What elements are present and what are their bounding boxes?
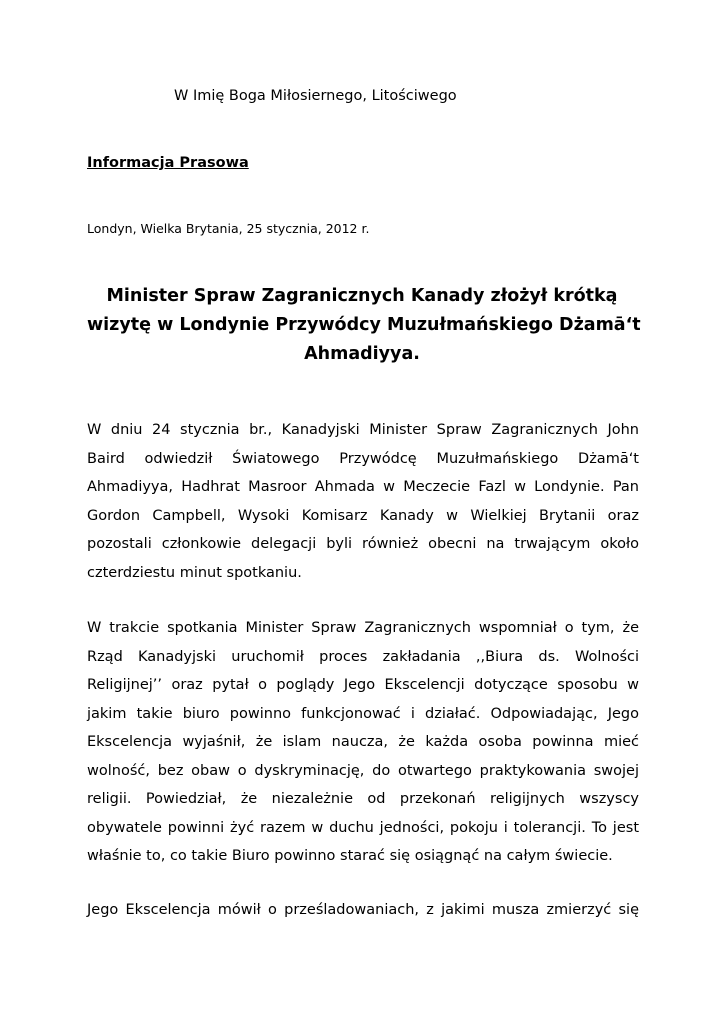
paragraph-line: Ahmadiyya, Hadhrat Masroor Ahmada w Meczecie Fazl w Londynie. Pan bbox=[87, 479, 639, 495]
paragraph-line: religii. Powiedział, że niezależnie od przekonań religijnych wszyscy bbox=[87, 791, 639, 807]
paragraph-line: Baird odwiedził Światowego Przywódcę Muzułmańskiego Dżamā‘t bbox=[87, 450, 639, 467]
paragraph-line: Gordon Campbell, Wysoki Komisarz Kanady w Wielkiej Brytanii oraz bbox=[87, 507, 639, 524]
body-paragraph-3 bbox=[87, 896, 639, 925]
paragraph-line: wolność, bez obaw o dyskryminację, do otwartego praktykowania swojej bbox=[87, 762, 639, 779]
paragraph-line: Rząd Kanadyjski uruchomił proces zakładania ,,Biura ds. Wolności bbox=[87, 648, 639, 665]
press-release-heading: Informacja Prasowa bbox=[87, 155, 249, 171]
paragraph-line: W trakcie spotkania Minister Spraw Zagranicznych wspomniał o tym, że bbox=[87, 620, 639, 636]
paragraph-line: Religijnej’’ oraz pytał o poglądy Jego Ekscelencji dotyczące sposobu w bbox=[87, 677, 639, 693]
invocation-line: W Imię Boga Miłosiernego, Litościwego bbox=[174, 88, 457, 104]
article-title-line: Minister Spraw Zagranicznych Kanady złożył krótką bbox=[106, 286, 618, 306]
dateline: Londyn, Wielka Brytania, 25 stycznia, 2012 r. bbox=[87, 221, 370, 236]
paragraph-line: jakim takie biuro powinno funkcjonować i działać. Odpowiadając, Jego bbox=[87, 705, 639, 722]
paragraph-line: Jego Ekscelencja mówił o prześladowaniach, z jakimi musza zmierzyć się bbox=[87, 902, 639, 918]
paragraph-line: właśnie to, co takie Biuro powinno starać się osiągnąć na całym świecie. bbox=[87, 848, 613, 864]
paragraph-line: Ekscelencja wyjaśnił, że islam naucza, że każda osoba powinna mieć bbox=[87, 734, 639, 750]
article-title-line: wizytę w Londynie Przywódcy Muzułmańskiego Dżamā‘t bbox=[87, 315, 641, 335]
paragraph-line: W dniu 24 stycznia br., Kanadyjski Minister Spraw Zagranicznych John bbox=[87, 422, 639, 438]
body-paragraph-2 bbox=[87, 614, 639, 871]
body-paragraph-1 bbox=[87, 416, 639, 587]
paragraph-line: pozostali członkowie delegacji byli również obecni na trwającym około bbox=[87, 536, 639, 552]
paragraph-line: obywatele powinni żyć razem w duchu jedności, pokoju i tolerancji. To jest bbox=[87, 819, 639, 836]
paragraph-line: czterdziestu minut spotkaniu. bbox=[87, 564, 302, 581]
article-title-line: Ahmadiyya. bbox=[304, 344, 420, 364]
